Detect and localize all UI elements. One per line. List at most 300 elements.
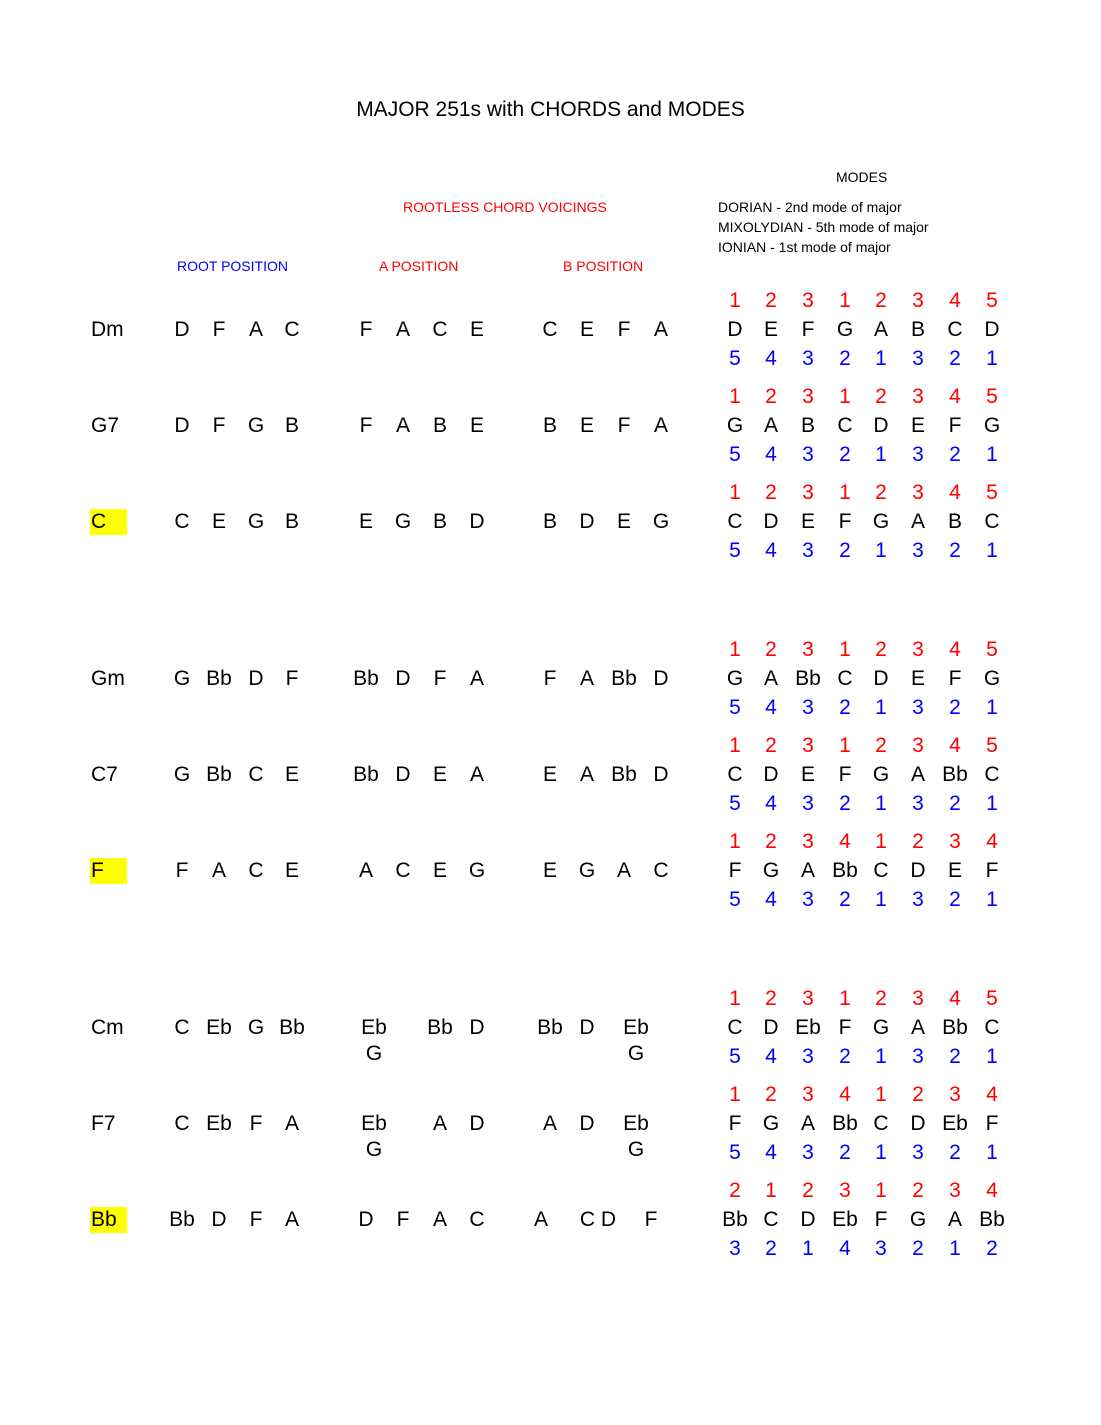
root-position-note: G xyxy=(173,667,191,690)
a-position-note: A xyxy=(358,859,373,882)
mode-degree-bottom: 1 xyxy=(986,792,998,815)
a-position-note: A xyxy=(469,763,484,786)
root-position-note: Bb xyxy=(279,1016,305,1039)
mode-degree-top: 3 xyxy=(949,830,961,853)
mode-degree-bottom: 3 xyxy=(802,347,814,370)
mode-note: G xyxy=(983,414,1001,437)
mode-degree-top: 1 xyxy=(839,385,851,408)
mode-degree-top: 3 xyxy=(912,289,924,312)
mode-degree-bottom: 5 xyxy=(729,539,741,562)
root-position-note: Bb xyxy=(169,1208,195,1231)
root-position-note: E xyxy=(284,763,299,786)
mode-degree-bottom: 2 xyxy=(949,696,961,719)
b-position-note: E xyxy=(542,859,557,882)
a-position-note: B xyxy=(432,414,447,437)
mode-note: Bb xyxy=(942,1016,968,1039)
mode-degree-bottom: 3 xyxy=(912,888,924,911)
mode-degree-top: 5 xyxy=(986,385,998,408)
root-position-note: B xyxy=(284,510,299,533)
mode-degree-top: 1 xyxy=(839,481,851,504)
mode-note: Bb xyxy=(832,859,858,882)
mode-degree-bottom: 1 xyxy=(875,696,887,719)
mode-degree-bottom: 2 xyxy=(949,539,961,562)
mode-degree-top: 2 xyxy=(875,289,887,312)
mode-degree-bottom: 2 xyxy=(839,696,851,719)
mode-degree-top: 3 xyxy=(949,1179,961,1202)
a-position-note: Bb xyxy=(353,763,379,786)
mode-degree-bottom: 2 xyxy=(949,347,961,370)
mode-degree-bottom: 1 xyxy=(875,539,887,562)
mode-degree-bottom: 2 xyxy=(839,443,851,466)
mode-degree-top: 1 xyxy=(875,1083,887,1106)
root-position-note: C xyxy=(174,510,190,533)
a-position-note: G xyxy=(468,859,486,882)
mode-degree-bottom: 1 xyxy=(986,347,998,370)
mode-degree-top: 4 xyxy=(949,987,961,1010)
mode-degree-bottom: 2 xyxy=(765,1237,777,1260)
a-position-note: D xyxy=(469,1112,485,1135)
mode-degree-bottom: 3 xyxy=(912,1045,924,1068)
a-position-note: F xyxy=(359,414,373,437)
a-position-note: E xyxy=(432,859,447,882)
mode-degree-bottom: 3 xyxy=(875,1237,887,1260)
mode-note: Bb xyxy=(795,667,821,690)
mode-degree-bottom: 1 xyxy=(802,1237,814,1260)
mode-degree-top: 3 xyxy=(839,1179,851,1202)
mode-note: D xyxy=(727,318,743,341)
mode-degree-bottom: 1 xyxy=(949,1237,961,1260)
b-position-note: A xyxy=(653,414,668,437)
mode-degree-top: 2 xyxy=(802,1179,814,1202)
root-position-note: D xyxy=(211,1208,227,1231)
mode-note: F xyxy=(838,1016,852,1039)
mode-degree-bottom: 5 xyxy=(729,1141,741,1164)
mode-note: Bb xyxy=(942,763,968,786)
mode-degree-top: 5 xyxy=(986,289,998,312)
b-position-note: D xyxy=(579,1016,595,1039)
mode-degree-bottom: 1 xyxy=(875,1045,887,1068)
mode-note: D xyxy=(763,510,779,533)
mode-degree-bottom: 3 xyxy=(912,443,924,466)
b-position-note: E xyxy=(579,414,594,437)
mode-note: C xyxy=(763,1208,779,1231)
mode-note: F xyxy=(801,318,815,341)
b-position-note: E xyxy=(579,318,594,341)
mode-degree-top: 2 xyxy=(912,830,924,853)
page-title: MAJOR 251s with CHORDS and MODES xyxy=(356,98,745,121)
a-position-note: D xyxy=(469,510,485,533)
mode-degree-top: 2 xyxy=(875,987,887,1010)
mode-note: D xyxy=(763,763,779,786)
mode-degree-bottom: 4 xyxy=(765,696,777,719)
mode-degree-bottom: 3 xyxy=(802,792,814,815)
mode-degree-bottom: 1 xyxy=(875,1141,887,1164)
mode-degree-top: 1 xyxy=(729,830,741,853)
a-position-note: D xyxy=(395,667,411,690)
mode-degree-top: 5 xyxy=(986,638,998,661)
mode-degree-bottom: 5 xyxy=(729,888,741,911)
root-position-note: D xyxy=(248,667,264,690)
b-position-note: E xyxy=(616,510,631,533)
mode-note: B xyxy=(910,318,925,341)
mode-degree-top: 2 xyxy=(875,481,887,504)
mode-degree-bottom: 3 xyxy=(912,539,924,562)
a-position-note: Eb G xyxy=(361,1016,387,1065)
a-position-note: F xyxy=(433,667,447,690)
mode-degree-top: 3 xyxy=(912,734,924,757)
b-position-note: F xyxy=(543,667,557,690)
root-position-note: D xyxy=(174,414,190,437)
mode-degree-bottom: 1 xyxy=(875,347,887,370)
a-position-note: Eb G xyxy=(361,1112,387,1161)
mode-degree-top: 2 xyxy=(765,481,777,504)
dorian-note: DORIAN - 2nd mode of major xyxy=(718,199,902,215)
root-position-note: C xyxy=(248,763,264,786)
mode-degree-bottom: 2 xyxy=(912,1237,924,1260)
a-position-note: A xyxy=(395,414,410,437)
mode-note: E xyxy=(910,667,925,690)
a-position-header: A POSITION xyxy=(379,258,459,274)
mode-degree-bottom: 2 xyxy=(949,1141,961,1164)
mode-note: A xyxy=(800,1112,815,1135)
mode-degree-top: 3 xyxy=(949,1083,961,1106)
mode-degree-bottom: 4 xyxy=(765,792,777,815)
root-position-note: A xyxy=(248,318,263,341)
ionian-note: IONIAN - 1st mode of major xyxy=(718,239,891,255)
root-position-note: F xyxy=(285,667,299,690)
mode-note: F xyxy=(838,763,852,786)
mode-degree-top: 3 xyxy=(802,987,814,1010)
mode-degree-top: 1 xyxy=(875,830,887,853)
mode-note: F xyxy=(728,1112,742,1135)
b-position-note: Bb xyxy=(537,1016,563,1039)
mode-degree-bottom: 4 xyxy=(765,1141,777,1164)
mode-degree-bottom: 3 xyxy=(729,1237,741,1260)
chord-name: G7 xyxy=(91,414,120,437)
mode-degree-top: 4 xyxy=(949,481,961,504)
b-position-note: C D xyxy=(579,1208,617,1231)
mode-degree-top: 3 xyxy=(802,638,814,661)
b-position-note: G xyxy=(578,859,596,882)
mode-degree-top: 3 xyxy=(802,830,814,853)
mode-note: B xyxy=(800,414,815,437)
root-position-note: B xyxy=(284,414,299,437)
mode-note: C xyxy=(727,1016,743,1039)
mode-note: F xyxy=(874,1208,888,1231)
mode-degree-top: 1 xyxy=(729,734,741,757)
root-position-note: F xyxy=(249,1112,263,1135)
root-position-note: Eb xyxy=(206,1016,232,1039)
mode-degree-bottom: 2 xyxy=(839,888,851,911)
chord-name: C7 xyxy=(91,763,118,786)
mode-degree-top: 1 xyxy=(729,987,741,1010)
mode-degree-bottom: 2 xyxy=(949,792,961,815)
mode-degree-top: 3 xyxy=(912,385,924,408)
a-position-note: A xyxy=(432,1112,447,1135)
mode-degree-top: 3 xyxy=(912,638,924,661)
b-position-note: Eb G xyxy=(623,1016,649,1065)
mode-note: E xyxy=(910,414,925,437)
b-position-note: A xyxy=(533,1208,548,1231)
mode-note: C xyxy=(984,510,1000,533)
modes-header: MODES xyxy=(836,169,888,185)
mode-note: Bb xyxy=(722,1208,748,1231)
mode-degree-top: 4 xyxy=(986,1083,998,1106)
mode-degree-bottom: 5 xyxy=(729,696,741,719)
mode-degree-top: 4 xyxy=(839,830,851,853)
a-position-note: A xyxy=(395,318,410,341)
root-position-note: G xyxy=(247,414,265,437)
root-position-note: F xyxy=(249,1208,263,1231)
mode-degree-top: 5 xyxy=(986,734,998,757)
b-position-note: D xyxy=(579,510,595,533)
mode-degree-bottom: 1 xyxy=(986,1045,998,1068)
mode-note: G xyxy=(909,1208,927,1231)
mode-note: D xyxy=(800,1208,816,1231)
root-position-note: C xyxy=(174,1016,190,1039)
mode-degree-top: 2 xyxy=(875,385,887,408)
root-position-note: E xyxy=(284,859,299,882)
mode-degree-bottom: 3 xyxy=(912,696,924,719)
mode-degree-top: 2 xyxy=(765,830,777,853)
a-position-note: E xyxy=(469,318,484,341)
mode-degree-bottom: 2 xyxy=(949,888,961,911)
mode-note: D xyxy=(910,859,926,882)
mixolydian-note: MIXOLYDIAN - 5th mode of major xyxy=(718,219,929,235)
a-position-note: C xyxy=(395,859,411,882)
root-position-note: D xyxy=(174,318,190,341)
mode-degree-top: 5 xyxy=(986,987,998,1010)
a-position-note: G xyxy=(394,510,412,533)
root-position-note: C xyxy=(284,318,300,341)
a-position-note: E xyxy=(358,510,373,533)
b-position-note: F xyxy=(644,1208,658,1231)
mode-degree-bottom: 3 xyxy=(912,347,924,370)
a-position-note: B xyxy=(432,510,447,533)
mode-note: C xyxy=(873,859,889,882)
mode-note: F xyxy=(948,414,962,437)
mode-note: A xyxy=(910,763,925,786)
mode-degree-top: 2 xyxy=(912,1179,924,1202)
root-position-note: A xyxy=(284,1208,299,1231)
chord-name: Bb xyxy=(90,1207,127,1233)
mode-degree-bottom: 4 xyxy=(765,1045,777,1068)
mode-degree-top: 1 xyxy=(765,1179,777,1202)
mode-note: B xyxy=(947,510,962,533)
a-position-note: Bb xyxy=(353,667,379,690)
mode-degree-top: 3 xyxy=(802,385,814,408)
mode-degree-bottom: 5 xyxy=(729,792,741,815)
mode-degree-bottom: 2 xyxy=(839,347,851,370)
mode-note: F xyxy=(985,1112,999,1135)
b-position-note: A xyxy=(579,763,594,786)
mode-note: C xyxy=(727,763,743,786)
mode-degree-bottom: 3 xyxy=(802,696,814,719)
b-position-note: Bb xyxy=(611,667,637,690)
mode-note: E xyxy=(800,510,815,533)
b-position-note: G xyxy=(652,510,670,533)
mode-note: D xyxy=(910,1112,926,1135)
root-position-note: A xyxy=(284,1112,299,1135)
mode-degree-bottom: 1 xyxy=(986,888,998,911)
b-position-note: A xyxy=(579,667,594,690)
a-position-note: D xyxy=(395,763,411,786)
mode-degree-top: 1 xyxy=(729,638,741,661)
a-position-note: A xyxy=(432,1208,447,1231)
mode-note: C xyxy=(984,763,1000,786)
mode-note: Eb xyxy=(942,1112,968,1135)
mode-degree-top: 3 xyxy=(912,987,924,1010)
mode-note: G xyxy=(872,763,890,786)
mode-note: F xyxy=(948,667,962,690)
mode-degree-top: 1 xyxy=(839,734,851,757)
mode-note: A xyxy=(947,1208,962,1231)
mode-degree-top: 1 xyxy=(729,481,741,504)
mode-note: C xyxy=(984,1016,1000,1039)
mode-degree-top: 1 xyxy=(729,385,741,408)
mode-note: G xyxy=(762,859,780,882)
chord-name: Dm xyxy=(91,318,124,341)
rootless-voicings-header: ROOTLESS CHORD VOICINGS xyxy=(403,199,607,215)
mode-note: A xyxy=(910,510,925,533)
mode-degree-top: 2 xyxy=(765,987,777,1010)
mode-degree-bottom: 3 xyxy=(912,1141,924,1164)
b-position-note: B xyxy=(542,510,557,533)
mode-note: C xyxy=(873,1112,889,1135)
mode-degree-top: 1 xyxy=(839,987,851,1010)
mode-degree-top: 2 xyxy=(729,1179,741,1202)
mode-note: G xyxy=(762,1112,780,1135)
mode-degree-top: 1 xyxy=(839,638,851,661)
b-position-note: C xyxy=(653,859,669,882)
mode-note: E xyxy=(763,318,778,341)
mode-note: A xyxy=(873,318,888,341)
mode-degree-bottom: 4 xyxy=(765,539,777,562)
mode-degree-bottom: 2 xyxy=(986,1237,998,1260)
b-position-note: D xyxy=(653,763,669,786)
mode-degree-bottom: 1 xyxy=(875,792,887,815)
chord-name: F7 xyxy=(91,1112,116,1135)
mode-degree-top: 4 xyxy=(949,734,961,757)
mode-note: F xyxy=(985,859,999,882)
a-position-note: Bb xyxy=(427,1016,453,1039)
root-position-note: A xyxy=(211,859,226,882)
root-position-note: F xyxy=(212,414,226,437)
mode-degree-top: 2 xyxy=(765,734,777,757)
mode-degree-bottom: 5 xyxy=(729,443,741,466)
mode-note: D xyxy=(873,414,889,437)
root-position-note: G xyxy=(247,1016,265,1039)
b-position-note: D xyxy=(653,667,669,690)
mode-note: A xyxy=(763,667,778,690)
a-position-note: F xyxy=(396,1208,410,1231)
mode-degree-top: 1 xyxy=(729,1083,741,1106)
a-position-note: C xyxy=(469,1208,485,1231)
root-position-note: Eb xyxy=(206,1112,232,1135)
a-position-note: A xyxy=(469,667,484,690)
mode-note: D xyxy=(763,1016,779,1039)
mode-note: G xyxy=(872,1016,890,1039)
mode-note: C xyxy=(837,667,853,690)
mode-degree-top: 2 xyxy=(765,1083,777,1106)
mode-degree-top: 3 xyxy=(802,481,814,504)
chord-name: F xyxy=(90,858,127,884)
b-position-note: A xyxy=(616,859,631,882)
chord-name: C xyxy=(90,509,127,535)
mode-degree-bottom: 1 xyxy=(875,888,887,911)
mode-note: Eb xyxy=(795,1016,821,1039)
mode-note: G xyxy=(836,318,854,341)
b-position-note: D xyxy=(579,1112,595,1135)
b-position-note: E xyxy=(542,763,557,786)
mode-degree-bottom: 1 xyxy=(986,443,998,466)
mode-degree-bottom: 2 xyxy=(949,1045,961,1068)
mode-note: D xyxy=(873,667,889,690)
mode-note: G xyxy=(726,667,744,690)
mode-degree-bottom: 3 xyxy=(802,888,814,911)
b-position-note: B xyxy=(542,414,557,437)
mode-degree-top: 2 xyxy=(765,385,777,408)
mode-degree-bottom: 2 xyxy=(839,1045,851,1068)
mode-note: G xyxy=(983,667,1001,690)
mode-note: G xyxy=(872,510,890,533)
mode-degree-bottom: 3 xyxy=(802,1045,814,1068)
mode-degree-top: 2 xyxy=(875,638,887,661)
mode-degree-bottom: 1 xyxy=(986,696,998,719)
mode-degree-top: 1 xyxy=(839,289,851,312)
b-position-note: Eb G xyxy=(623,1112,649,1161)
mode-degree-bottom: 3 xyxy=(912,792,924,815)
mode-degree-bottom: 4 xyxy=(765,347,777,370)
mode-note: E xyxy=(800,763,815,786)
mode-note: D xyxy=(984,318,1000,341)
a-position-note: D xyxy=(358,1208,374,1231)
mode-note: Bb xyxy=(832,1112,858,1135)
mode-note: C xyxy=(837,414,853,437)
mode-note: Eb xyxy=(832,1208,858,1231)
mode-note: A xyxy=(910,1016,925,1039)
mode-degree-bottom: 1 xyxy=(986,1141,998,1164)
root-position-note: C xyxy=(248,859,264,882)
mode-degree-top: 4 xyxy=(949,289,961,312)
mode-degree-bottom: 5 xyxy=(729,1045,741,1068)
mode-note: C xyxy=(947,318,963,341)
mode-degree-top: 4 xyxy=(986,830,998,853)
mode-degree-top: 2 xyxy=(765,638,777,661)
mode-note: A xyxy=(763,414,778,437)
mode-degree-bottom: 2 xyxy=(839,792,851,815)
root-position-note: E xyxy=(211,510,226,533)
b-position-note: F xyxy=(617,414,631,437)
chord-name: Gm xyxy=(91,667,125,690)
b-position-note: C xyxy=(542,318,558,341)
a-position-note: E xyxy=(469,414,484,437)
mode-degree-bottom: 3 xyxy=(802,443,814,466)
mode-degree-bottom: 2 xyxy=(949,443,961,466)
root-position-note: G xyxy=(247,510,265,533)
b-position-note: A xyxy=(653,318,668,341)
mode-degree-top: 4 xyxy=(986,1179,998,1202)
mode-degree-bottom: 1 xyxy=(875,443,887,466)
mode-degree-bottom: 2 xyxy=(839,1141,851,1164)
mode-degree-top: 2 xyxy=(912,1083,924,1106)
b-position-note: F xyxy=(617,318,631,341)
mode-degree-bottom: 5 xyxy=(729,347,741,370)
mode-degree-top: 3 xyxy=(912,481,924,504)
mode-degree-top: 3 xyxy=(802,734,814,757)
mode-note: E xyxy=(947,859,962,882)
mode-note: F xyxy=(728,859,742,882)
